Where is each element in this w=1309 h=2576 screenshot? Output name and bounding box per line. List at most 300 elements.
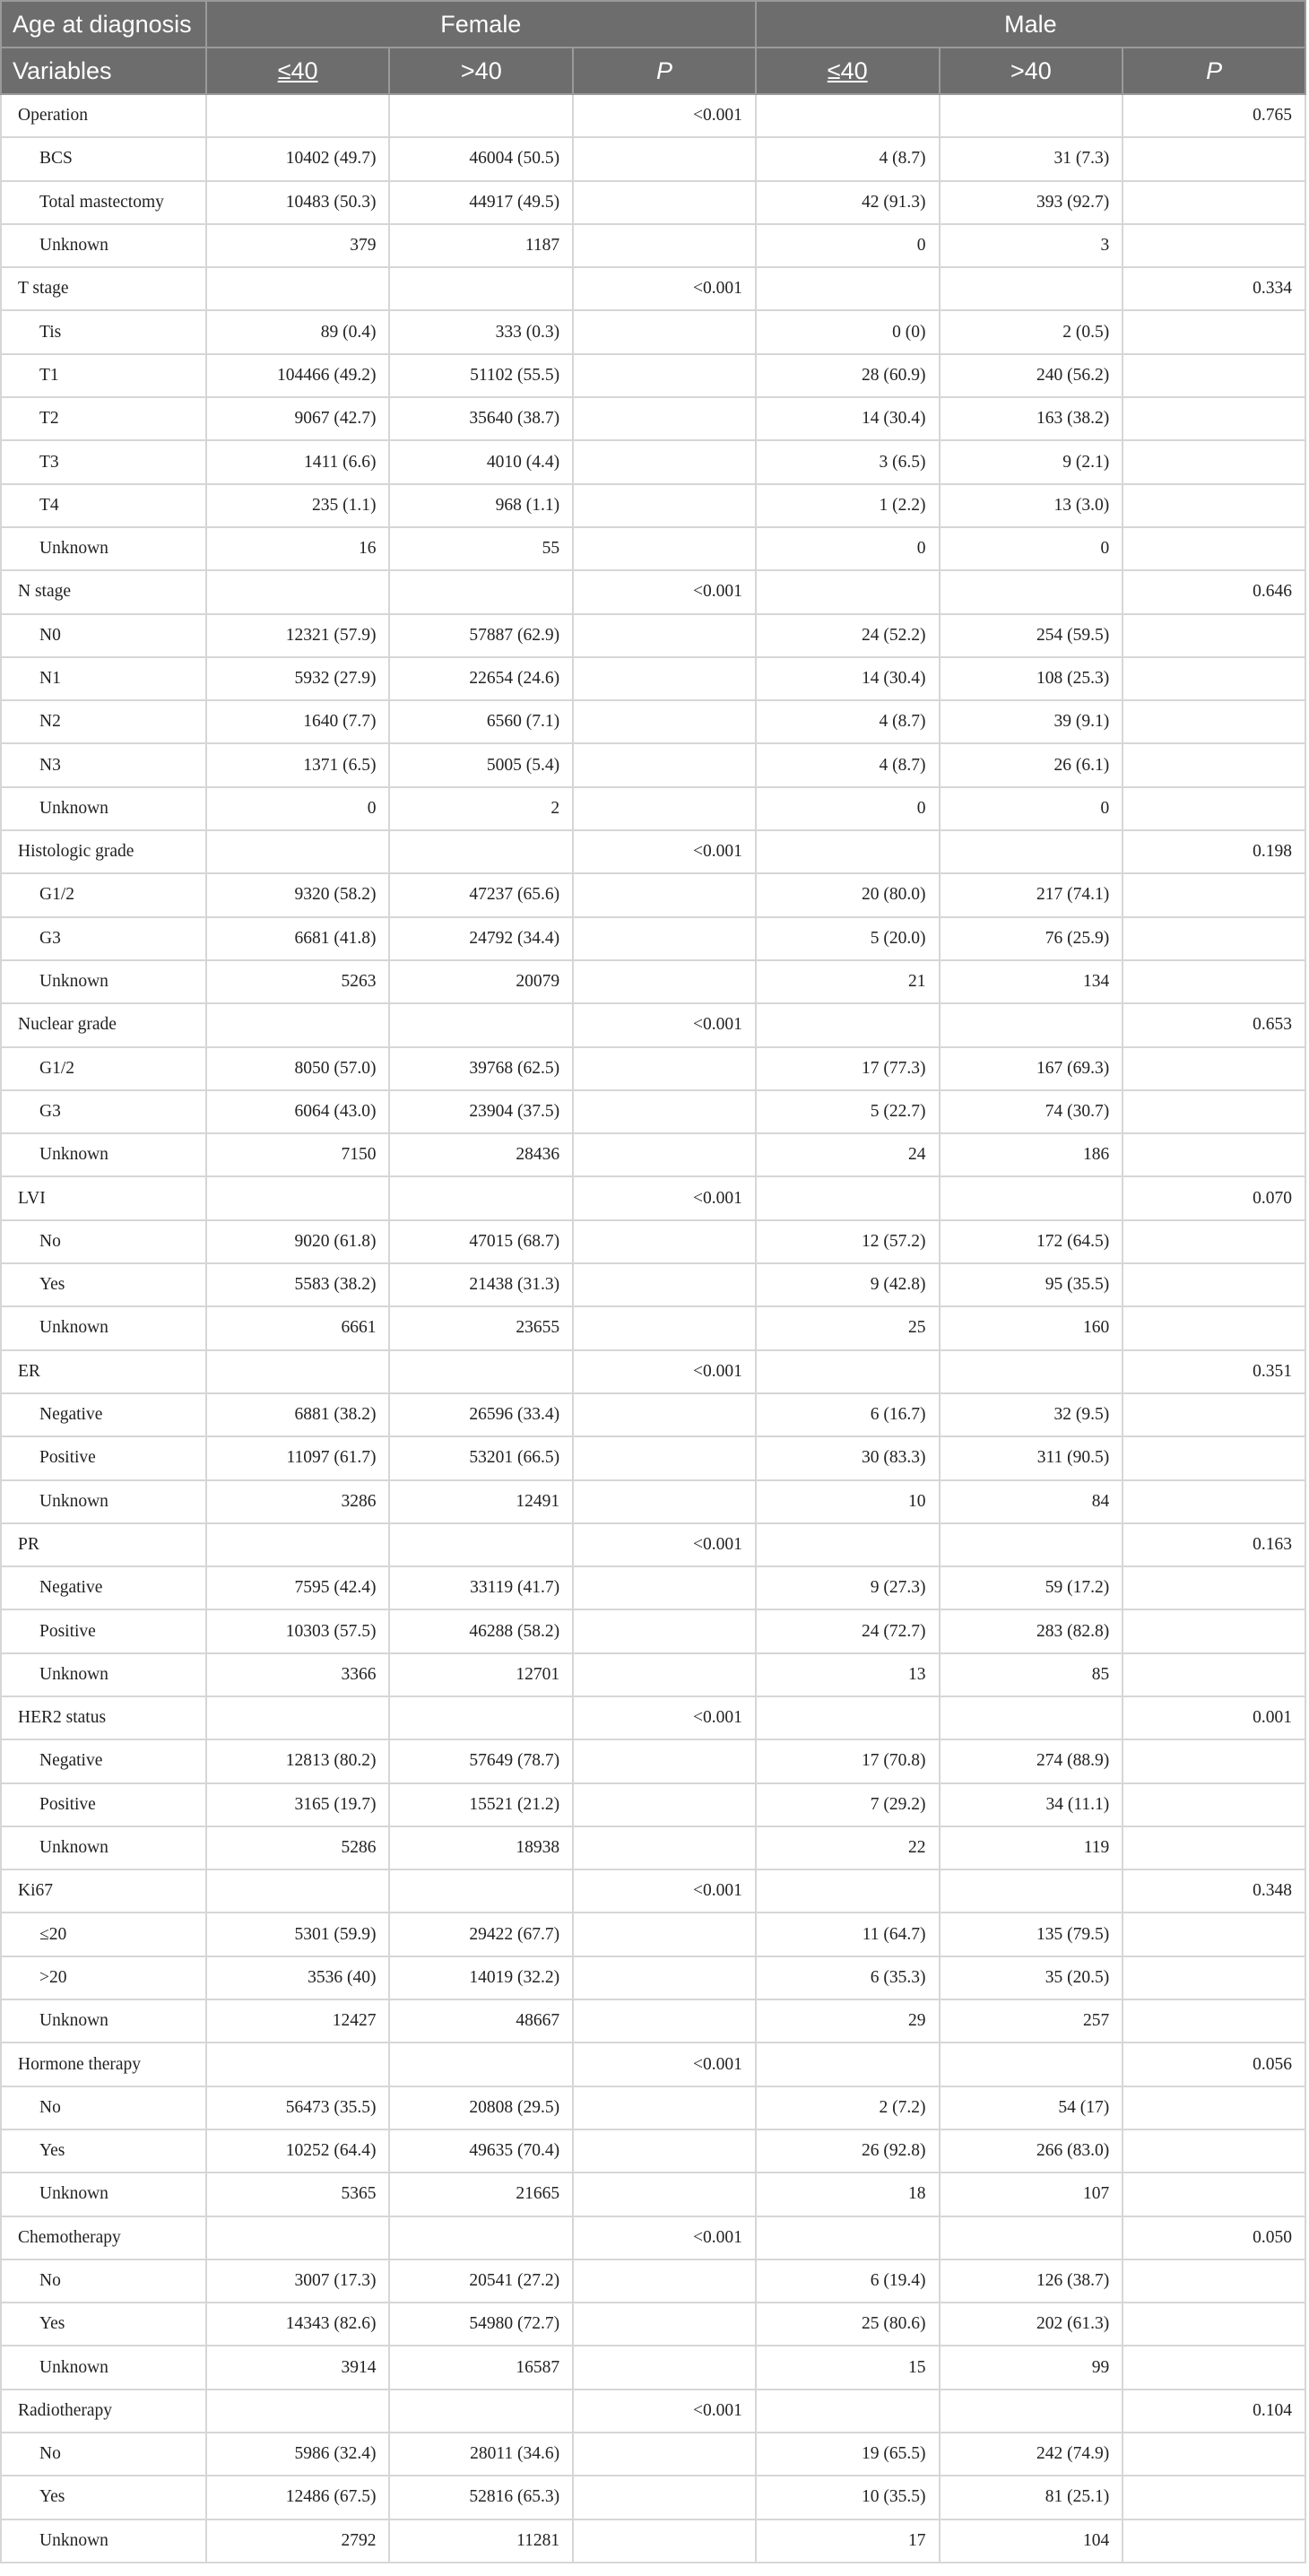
row-label: Tis [1,310,206,353]
female-p-cell [573,917,756,960]
female-le40-cell: 235 (1.1) [206,484,390,527]
female-p-cell: <0.001 [573,2043,756,2086]
row-label: Unknown [1,2520,206,2563]
male-le40-cell: 9 (27.3) [756,1566,940,1609]
male-gt40-cell: 254 (59.5) [940,614,1123,657]
female-p-cell [573,1047,756,1090]
male-p-cell [1123,1090,1305,1133]
male-le40-cell [756,267,940,310]
male-p-cell [1123,1783,1305,1826]
male-gt40-cell: 2 (0.5) [940,310,1123,353]
male-le40-cell: 4 (8.7) [756,137,940,180]
male-gt40-cell: 81 (25.1) [940,2476,1123,2519]
row-label: T stage [1,267,206,310]
female-le40-cell: 10303 (57.5) [206,1609,390,1652]
male-le40-cell [756,1176,940,1219]
header-variables: Variables [1,48,206,94]
female-le40-cell: 56473 (35.5) [206,2086,390,2129]
female-le40-cell: 5286 [206,1826,390,1869]
table-row [1,397,1305,440]
table-row [1,787,1305,830]
male-le40-cell: 18 [756,2173,940,2216]
male-p-cell [1123,2303,1305,2346]
male-gt40-cell: 266 (83.0) [940,2129,1123,2173]
female-le40-cell: 5365 [206,2173,390,2216]
male-gt40-cell: 26 (6.1) [940,743,1123,786]
female-p-cell [573,440,756,483]
female-gt40-cell: 35640 (38.7) [389,397,573,440]
male-p-cell [1123,614,1305,657]
row-label: Unknown [1,224,206,267]
row-label: No [1,2433,206,2476]
row-label: Positive [1,1436,206,1479]
male-gt40-cell: 9 (2.1) [940,440,1123,483]
female-gt40-cell: 20079 [389,960,573,1003]
female-gt40-cell [389,1003,573,1046]
male-p-cell: 0.765 [1123,94,1305,137]
female-gt40-cell: 1187 [389,224,573,267]
male-gt40-cell: 257 [940,1999,1123,2043]
row-label: Positive [1,1783,206,1826]
female-gt40-cell: 333 (0.3) [389,310,573,353]
male-le40-cell: 0 (0) [756,310,940,353]
table-group-row [1,2216,1305,2259]
table-body [1,94,1305,2563]
female-p-cell [573,1609,756,1652]
female-le40-cell [206,1869,390,1912]
male-p-cell [1123,1133,1305,1176]
male-le40-cell: 4 (8.7) [756,700,940,743]
male-p-cell [1123,1047,1305,1090]
male-p-cell [1123,1956,1305,1999]
row-label: G1/2 [1,1047,206,1090]
table-row [1,2129,1305,2173]
female-gt40-cell [389,94,573,137]
male-le40-cell: 11 (64.7) [756,1912,940,1956]
header-female-le40-label: ≤40 [277,56,318,84]
female-p-cell [573,873,756,916]
male-p-cell [1123,2520,1305,2563]
table-row [1,1220,1305,1263]
female-gt40-cell: 44917 (49.5) [389,181,573,224]
male-gt40-cell: 217 (74.1) [940,873,1123,916]
female-p-cell [573,2433,756,2476]
female-gt40-cell: 29422 (67.7) [389,1912,573,1956]
female-p-cell [573,657,756,700]
header-row-groups [1,1,1305,48]
female-le40-cell: 3536 (40) [206,1956,390,1999]
male-p-cell [1123,1653,1305,1696]
male-le40-cell [756,830,940,873]
female-le40-cell: 5932 (27.9) [206,657,390,700]
table-row [1,1393,1305,1436]
male-p-cell [1123,960,1305,1003]
male-p-cell [1123,484,1305,527]
row-label: N0 [1,614,206,657]
female-p-cell [573,2346,756,2389]
female-gt40-cell: 57649 (78.7) [389,1739,573,1782]
table-row [1,1912,1305,1956]
male-gt40-cell [940,2216,1123,2259]
female-p-cell [573,1566,756,1609]
female-le40-cell: 3286 [206,1480,390,1523]
male-gt40-cell: 59 (17.2) [940,1566,1123,1609]
male-p-cell [1123,1609,1305,1652]
female-le40-cell: 104466 (49.2) [206,354,390,397]
female-gt40-cell: 47015 (68.7) [389,1220,573,1263]
female-le40-cell [206,2390,390,2433]
female-gt40-cell: 14019 (32.2) [389,1956,573,1999]
male-gt40-cell [940,830,1123,873]
row-label: LVI [1,1176,206,1219]
female-p-cell [573,787,756,830]
male-le40-cell: 2 (7.2) [756,2086,940,2129]
male-le40-cell: 24 (52.2) [756,614,940,657]
table-group-row [1,2043,1305,2086]
male-gt40-cell: 54 (17) [940,2086,1123,2129]
table-group-row [1,1003,1305,1046]
table-row [1,1436,1305,1479]
female-le40-cell: 10483 (50.3) [206,181,390,224]
table-row [1,2303,1305,2346]
male-gt40-cell: 104 [940,2520,1123,2563]
male-gt40-cell [940,1869,1123,1912]
female-le40-cell: 1411 (6.6) [206,440,390,483]
table-row [1,657,1305,700]
male-p-cell [1123,1220,1305,1263]
row-label: ≤20 [1,1912,206,1956]
table-row [1,1090,1305,1133]
table-group-row [1,570,1305,613]
female-le40-cell: 10252 (64.4) [206,2129,390,2173]
female-gt40-cell: 46004 (50.5) [389,137,573,180]
female-p-cell [573,397,756,440]
female-gt40-cell: 5005 (5.4) [389,743,573,786]
female-le40-cell: 1371 (6.5) [206,743,390,786]
row-label: Unknown [1,960,206,1003]
female-gt40-cell [389,1696,573,1739]
male-p-cell [1123,137,1305,180]
female-le40-cell: 7595 (42.4) [206,1566,390,1609]
male-p-cell: 0.646 [1123,570,1305,613]
male-p-cell [1123,743,1305,786]
row-label: Yes [1,2476,206,2519]
male-le40-cell [756,1869,940,1912]
female-gt40-cell: 18938 [389,1826,573,1869]
table-row [1,310,1305,353]
female-p-cell [573,700,756,743]
female-le40-cell [206,2216,390,2259]
female-gt40-cell: 6560 (7.1) [389,700,573,743]
female-gt40-cell [389,2216,573,2259]
male-le40-cell: 10 (35.5) [756,2476,940,2519]
male-gt40-cell: 135 (79.5) [940,1912,1123,1956]
male-gt40-cell: 202 (61.3) [940,2303,1123,2346]
male-p-cell: 0.653 [1123,1003,1305,1046]
female-le40-cell [206,2043,390,2086]
header-female-gt40: >40 [389,48,573,94]
male-gt40-cell: 85 [940,1653,1123,1696]
female-gt40-cell: 39768 (62.5) [389,1047,573,1090]
male-p-cell [1123,1480,1305,1523]
male-gt40-cell: 0 [940,787,1123,830]
table-row [1,960,1305,1003]
table-row [1,440,1305,483]
female-gt40-cell: 16587 [389,2346,573,2389]
row-label: T3 [1,440,206,483]
female-gt40-cell [389,1176,573,1219]
row-label: Unknown [1,2173,206,2216]
female-le40-cell: 6064 (43.0) [206,1090,390,1133]
male-p-cell: 0.351 [1123,1350,1305,1393]
female-p-cell [573,1133,756,1176]
row-label: Negative [1,1393,206,1436]
female-le40-cell: 3007 (17.3) [206,2259,390,2303]
female-p-cell [573,1090,756,1133]
male-gt40-cell: 274 (88.9) [940,1739,1123,1782]
male-p-cell [1123,2173,1305,2216]
female-le40-cell: 1640 (7.7) [206,700,390,743]
male-le40-cell: 4 (8.7) [756,743,940,786]
male-le40-cell: 3 (6.5) [756,440,940,483]
male-p-cell [1123,873,1305,916]
row-label: ER [1,1350,206,1393]
female-gt40-cell [389,1523,573,1566]
male-p-cell: 0.198 [1123,830,1305,873]
male-le40-cell: 29 [756,1999,940,2043]
female-p-cell [573,1912,756,1956]
female-gt40-cell: 23904 (37.5) [389,1090,573,1133]
row-label: Negative [1,1566,206,1609]
male-p-cell [1123,700,1305,743]
table-header [1,1,1305,94]
male-le40-cell: 17 (77.3) [756,1047,940,1090]
female-p-cell [573,1826,756,1869]
female-le40-cell: 11097 (61.7) [206,1436,390,1479]
female-gt40-cell: 21438 (31.3) [389,1263,573,1306]
female-p-cell [573,1436,756,1479]
male-le40-cell: 24 [756,1133,940,1176]
male-gt40-cell: 76 (25.9) [940,917,1123,960]
male-gt40-cell [940,1523,1123,1566]
female-le40-cell: 8050 (57.0) [206,1047,390,1090]
male-le40-cell: 5 (20.0) [756,917,940,960]
female-le40-cell: 6881 (38.2) [206,1393,390,1436]
male-le40-cell: 25 [756,1306,940,1349]
table-row [1,224,1305,267]
male-le40-cell [756,2216,940,2259]
male-p-cell [1123,1306,1305,1349]
row-label: Histologic grade [1,830,206,873]
female-gt40-cell [389,2390,573,2433]
female-gt40-cell: 15521 (21.2) [389,1783,573,1826]
table-group-row [1,2390,1305,2433]
table-row [1,1956,1305,1999]
row-label: Radiotherapy [1,2390,206,2433]
male-le40-cell: 6 (16.7) [756,1393,940,1436]
male-le40-cell: 6 (35.3) [756,1956,940,1999]
female-le40-cell: 12321 (57.9) [206,614,390,657]
male-gt40-cell [940,1003,1123,1046]
male-p-cell [1123,657,1305,700]
female-gt40-cell: 12491 [389,1480,573,1523]
male-le40-cell: 30 (83.3) [756,1436,940,1479]
male-gt40-cell [940,570,1123,613]
row-label: Unknown [1,1133,206,1176]
female-le40-cell [206,1003,390,1046]
row-label: Unknown [1,2346,206,2389]
male-p-cell: 0.334 [1123,267,1305,310]
row-label: T4 [1,484,206,527]
female-gt40-cell [389,830,573,873]
male-gt40-cell: 163 (38.2) [940,397,1123,440]
male-le40-cell: 0 [756,527,940,570]
table-row [1,1263,1305,1306]
male-p-cell [1123,2129,1305,2173]
row-label: No [1,2086,206,2129]
male-gt40-cell: 34 (11.1) [940,1783,1123,1826]
male-gt40-cell: 0 [940,527,1123,570]
male-p-cell [1123,1999,1305,2043]
row-label: Yes [1,2129,206,2173]
table-row [1,700,1305,743]
female-gt40-cell: 22654 (24.6) [389,657,573,700]
row-label: Positive [1,1609,206,1652]
female-p-cell [573,1263,756,1306]
table-group-row [1,94,1305,137]
row-label: Ki67 [1,1869,206,1912]
male-le40-cell [756,1696,940,1739]
male-le40-cell: 14 (30.4) [756,657,940,700]
female-p-cell [573,1783,756,1826]
male-gt40-cell [940,2390,1123,2433]
male-le40-cell [756,1350,940,1393]
female-gt40-cell [389,570,573,613]
row-label: Unknown [1,787,206,830]
male-gt40-cell: 32 (9.5) [940,1393,1123,1436]
male-gt40-cell: 108 (25.3) [940,657,1123,700]
female-p-cell: <0.001 [573,1176,756,1219]
table-row [1,2259,1305,2303]
male-le40-cell: 24 (72.7) [756,1609,940,1652]
table-row [1,2476,1305,2519]
female-p-cell [573,1480,756,1523]
male-le40-cell [756,1523,940,1566]
female-gt40-cell [389,1350,573,1393]
row-label: Hormone therapy [1,2043,206,2086]
male-le40-cell: 13 [756,1653,940,1696]
male-gt40-cell: 35 (20.5) [940,1956,1123,1999]
male-le40-cell [756,94,940,137]
female-le40-cell: 7150 [206,1133,390,1176]
male-gt40-cell: 99 [940,2346,1123,2389]
male-gt40-cell: 134 [940,960,1123,1003]
table-row [1,2520,1305,2563]
female-gt40-cell: 57887 (62.9) [389,614,573,657]
row-label: Chemotherapy [1,2216,206,2259]
female-le40-cell: 12813 (80.2) [206,1739,390,1782]
row-label: Unknown [1,1999,206,2043]
female-le40-cell [206,94,390,137]
table-row [1,1609,1305,1652]
table-row [1,181,1305,224]
female-p-cell [573,2086,756,2129]
table-group-row [1,830,1305,873]
female-gt40-cell: 49635 (70.4) [389,2129,573,2173]
female-p-cell [573,2303,756,2346]
male-gt40-cell: 107 [940,2173,1123,2216]
female-p-cell [573,960,756,1003]
female-p-cell [573,484,756,527]
male-le40-cell: 28 (60.9) [756,354,940,397]
table-row [1,743,1305,786]
table-group-row [1,1176,1305,1219]
male-p-cell: 0.104 [1123,2390,1305,2433]
header-female: Female [206,1,756,48]
row-label: N1 [1,657,206,700]
female-le40-cell: 379 [206,224,390,267]
male-p-cell [1123,1263,1305,1306]
header-male-le40 [756,48,940,94]
row-label: PR [1,1523,206,1566]
male-le40-cell: 22 [756,1826,940,1869]
male-p-cell: 0.163 [1123,1523,1305,1566]
female-gt40-cell: 968 (1.1) [389,484,573,527]
row-label: N2 [1,700,206,743]
table-row [1,1306,1305,1349]
female-p-cell [573,1739,756,1782]
male-le40-cell: 10 [756,1480,940,1523]
row-label: BCS [1,137,206,180]
row-label: Yes [1,2303,206,2346]
male-le40-cell [756,2390,940,2433]
female-gt40-cell: 28436 [389,1133,573,1176]
female-le40-cell: 9067 (42.7) [206,397,390,440]
female-le40-cell: 14343 (82.6) [206,2303,390,2346]
female-p-cell: <0.001 [573,830,756,873]
male-p-cell: 0.001 [1123,1696,1305,1739]
male-le40-cell [756,570,940,613]
male-le40-cell: 1 (2.2) [756,484,940,527]
female-p-cell: <0.001 [573,1523,756,1566]
female-gt40-cell [389,267,573,310]
female-le40-cell [206,1696,390,1739]
male-p-cell [1123,527,1305,570]
male-le40-cell: 17 (70.8) [756,1739,940,1782]
table-group-row [1,1869,1305,1912]
female-le40-cell: 6661 [206,1306,390,1349]
male-le40-cell [756,2043,940,2086]
table-row [1,2346,1305,2389]
female-p-cell: <0.001 [573,1696,756,1739]
table-row [1,1480,1305,1523]
header-male-gt40: >40 [940,48,1123,94]
row-label: Total mastectomy [1,181,206,224]
female-p-cell: <0.001 [573,1350,756,1393]
row-label: No [1,1220,206,1263]
male-gt40-cell: 13 (3.0) [940,484,1123,527]
female-le40-cell: 9320 (58.2) [206,873,390,916]
male-p-cell [1123,1826,1305,1869]
female-p-cell: <0.001 [573,1869,756,1912]
female-le40-cell [206,830,390,873]
male-gt40-cell: 31 (7.3) [940,137,1123,180]
female-p-cell [573,224,756,267]
header-age-at-diagnosis: Age at diagnosis [1,1,206,48]
female-gt40-cell: 12701 [389,1653,573,1696]
female-gt40-cell [389,1869,573,1912]
female-gt40-cell: 47237 (65.6) [389,873,573,916]
